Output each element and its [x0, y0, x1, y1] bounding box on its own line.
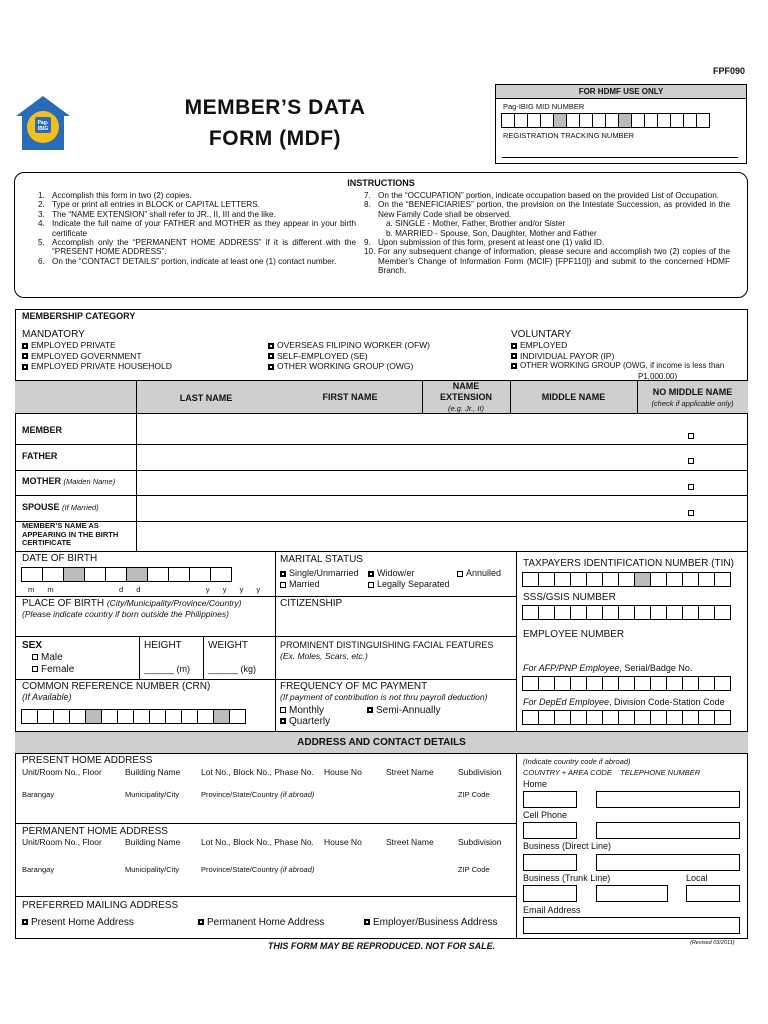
col-street: Street Name: [386, 837, 434, 847]
contact-local-label: Local: [686, 873, 708, 883]
checkbox-icon[interactable]: [511, 363, 517, 369]
features-note: (Ex. Moles, Scars, etc.): [280, 651, 368, 661]
pob-note: (Please indicate country if born outside the Philippines): [22, 609, 229, 619]
instructions-left: [38, 191, 356, 266]
instruction-number: 3.: [38, 209, 45, 219]
instruction-text: a. SINGLE - Mother, Father, Brother and/or Sister: [386, 219, 566, 229]
mandatory-label: MANDATORY: [22, 329, 85, 340]
height-field[interactable]: ______ (m): [144, 664, 191, 674]
freq-quarterly[interactable]: Quarterly: [280, 716, 330, 727]
header-middle-name: MIDDLE NAME: [541, 392, 606, 402]
no-middle-checkbox-member[interactable]: [688, 427, 697, 445]
header-first-name: FIRST NAME: [322, 392, 378, 402]
permanent-address-label: PERMANENT HOME ADDRESS: [22, 826, 168, 837]
instruction-number: 6.: [38, 256, 45, 266]
option-employed-government[interactable]: EMPLOYED GOVERNMENT: [22, 351, 172, 362]
instruction-item: [364, 219, 730, 228]
marital-annulled[interactable]: Annulled: [457, 568, 501, 578]
col-street: Street Name: [386, 767, 434, 777]
instruction-number: 7.: [364, 191, 371, 200]
sex-female-option[interactable]: Female: [32, 664, 74, 675]
instruction-number: 2.: [38, 200, 45, 210]
instruction-item: [364, 247, 730, 275]
citizenship-label: CITIZENSHIP: [280, 598, 343, 609]
instruction-item: [38, 191, 356, 200]
option-vol-owg[interactable]: OTHER WORKING GROUP (OWG, if income is less than: [511, 361, 747, 372]
business-direct-phone-input[interactable]: [596, 854, 740, 871]
instruction-item: [38, 210, 356, 219]
option-individual-payor[interactable]: INDIVIDUAL PAYOR (IP): [511, 351, 747, 362]
header-no-middle-name: NO MIDDLE NAME: [652, 387, 733, 397]
col-house: House No: [324, 767, 362, 777]
home-phone-input[interactable]: [596, 791, 740, 808]
crn-label: COMMON REFERENCE NUMBER (CRN): [22, 681, 211, 692]
instruction-number: 9.: [364, 238, 371, 248]
sss-boxes[interactable]: [523, 605, 731, 620]
instruction-number: 5.: [38, 238, 45, 248]
mid-label: Pag-IBIG MID NUMBER: [503, 102, 585, 111]
instruction-text: On the “CONTACT DETAILS” portion, indicate at least one (1) contact number.: [52, 256, 337, 266]
col-barangay: Barangay: [22, 865, 55, 874]
instruction-text: On the “OCCUPATION” portion, indicate occupation based on the provided List of Occupation.: [378, 191, 720, 200]
instruction-text: Indicate the full name of your FATHER and MOTHER as they appear in your birth certificate: [52, 219, 356, 238]
option-vol-employed[interactable]: EMPLOYED: [511, 340, 747, 351]
contact-note: (Indicate country code if abroad): [523, 757, 631, 766]
voluntary-note: P1,000.00): [638, 371, 678, 381]
address-section-title: ADDRESS AND CONTACT DETAILS: [15, 732, 748, 754]
header-ext-1: NAME: [452, 381, 480, 391]
header-no-middle-note: (check if applicable only): [651, 399, 734, 408]
hdmf-header: FOR HDMF USE ONLY: [496, 85, 746, 99]
middle-options: [268, 340, 430, 372]
instruction-number: [364, 229, 386, 238]
mid-boxes[interactable]: [502, 113, 710, 128]
sex-male-option[interactable]: Male: [32, 652, 63, 663]
deped-label: For DepEd Employee, Division Code-Station Code: [523, 697, 725, 707]
voluntary-label: VOLUNTARY: [511, 329, 572, 340]
cell-phone-input[interactable]: [596, 822, 740, 839]
logo-text: Pag-IBIG: [37, 120, 49, 132]
header-last-name: LAST NAME: [179, 393, 233, 403]
form-code: FPF090: [713, 66, 746, 76]
membership-title: MEMBERSHIP CATEGORY: [22, 311, 136, 321]
row-birth-cert: MEMBER’S NAME AS APPEARING IN THE BIRTH CERTIFICATE: [22, 521, 119, 547]
row-father: FATHER: [22, 451, 58, 461]
email-input[interactable]: [523, 917, 740, 934]
height-label: HEIGHT: [144, 640, 182, 651]
business-trunk-local-input[interactable]: [686, 885, 740, 902]
freq-note: (If payment of contribution is not thru payroll deduction): [280, 692, 488, 702]
instruction-text: Accomplish only the “PERMANENT HOME ADDRESS” if it is different with the “PRESENT HOME ADDRESS”.: [52, 238, 356, 257]
features-label: PROMINENT DISTINGUISHING FACIAL FEATURES: [280, 640, 494, 650]
instruction-item: [364, 238, 730, 247]
instruction-text: On the “BENEFICIARIES” portion, the provision on the Intestate Succession, as provided in the New Family Code shall be observed.: [378, 200, 730, 219]
header-ext-3: (e.g. Jr., II): [448, 404, 484, 413]
business-trunk-area-input[interactable]: [523, 885, 577, 902]
col-province: Province/State/Country (if abroad): [201, 790, 315, 799]
col-city: Municipality/City: [125, 865, 180, 874]
home-area-code-input[interactable]: [523, 791, 577, 808]
instruction-number: 1.: [38, 191, 45, 200]
dob-subtitles: m m d d y y y y: [28, 585, 261, 594]
col-subdivision: Subdivision: [458, 767, 502, 777]
business-trunk-phone-input[interactable]: [596, 885, 668, 902]
hdmf-use-box: [495, 84, 747, 164]
checkbox-icon[interactable]: [268, 364, 274, 370]
option-employed-private[interactable]: EMPLOYED PRIVATE: [22, 340, 172, 351]
contact-cell-label: Cell Phone: [523, 810, 568, 820]
instruction-number: 4.: [38, 219, 45, 229]
dob-label: DATE OF BIRTH: [22, 553, 98, 564]
marital-separated[interactable]: Legally Separated: [368, 579, 450, 589]
marital-widow[interactable]: Widow/er: [368, 568, 415, 578]
checkbox-icon[interactable]: [511, 353, 517, 359]
instruction-number: 8.: [364, 200, 371, 210]
instruction-item: [364, 229, 730, 238]
instruction-text: Upon submission of this form, present at least one (1) valid ID.: [378, 238, 605, 248]
option-ofw[interactable]: OVERSEAS FILIPINO WORKER (OFW): [268, 340, 430, 351]
pagibig-logo: [14, 94, 72, 152]
option-owg[interactable]: OTHER WORKING GROUP (OWG): [268, 361, 430, 372]
col-city: Municipality/City: [125, 790, 180, 799]
crn-note: (If Available): [22, 692, 72, 702]
no-middle-checkbox-mother[interactable]: [688, 478, 697, 496]
col-zip: ZIP Code: [458, 865, 490, 874]
col-unit: Unit/Room No., Floor: [22, 837, 102, 847]
col-lot: Lot No., Block No., Phase No.: [201, 767, 314, 777]
freq-semiannual[interactable]: Semi-Annually: [367, 705, 440, 716]
marital-label: MARITAL STATUS: [280, 554, 363, 565]
instruction-item: [38, 219, 356, 238]
sss-label: SSS/GSIS NUMBER: [523, 592, 616, 603]
afp-label: For AFP/PNP Employee, Serial/Badge No.: [523, 663, 693, 673]
row-mother: MOTHER (Maiden Name): [22, 476, 116, 486]
weight-field[interactable]: ______ (kg): [208, 664, 257, 674]
sex-label: SEX: [22, 640, 43, 651]
rtn-line[interactable]: [502, 157, 738, 158]
col-barangay: Barangay: [22, 790, 55, 799]
freq-label: FREQUENCY OF MC PAYMENT: [280, 681, 428, 692]
instruction-item: [364, 200, 730, 219]
instruction-item: [38, 200, 356, 209]
footer-note: THIS FORM MAY BE REPRODUCED. NOT FOR SALE.: [267, 941, 496, 951]
contact-business-direct-label: Business (Direct Line): [523, 841, 612, 851]
mailing-employer[interactable]: Employer/Business Address: [364, 917, 498, 928]
instructions-title: INSTRUCTIONS: [347, 178, 415, 188]
checkbox-icon[interactable]: [268, 353, 274, 359]
pob-label: PLACE OF BIRTH (City/Municipality/Province/Country): [22, 598, 242, 609]
weight-label: WEIGHT: [208, 640, 248, 651]
instruction-text: The “NAME EXTENSION” shall refer to JR., II, III and the like.: [52, 209, 276, 219]
mandatory-options: [22, 340, 172, 372]
marital-married[interactable]: Married: [280, 579, 320, 589]
instruction-text: b. MARRIED - Spouse, Son, Daughter, Mother and Father: [386, 228, 597, 238]
checkbox-icon[interactable]: [22, 343, 28, 349]
instruction-text: For any subsequent change of information, please secure and accomplish two (2) copies of the Member’s Change of Information Form (MCIF) [FPF110]) and submit to the concerned HDMF Branch.: [378, 247, 730, 276]
instructions-right: [364, 191, 730, 276]
mailing-label: PREFERRED MAILING ADDRESS: [22, 900, 179, 911]
col-province: Province/State/Country (if abroad): [201, 865, 315, 874]
instruction-text: Accomplish this form in two (2) copies.: [52, 191, 192, 200]
col-building: Building Name: [125, 767, 181, 777]
instruction-number: [364, 219, 386, 228]
no-middle-checkbox-father[interactable]: [688, 452, 697, 470]
contact-email-label: Email Address: [523, 905, 581, 915]
row-spouse: SPOUSE (If Married): [22, 502, 99, 512]
col-zip: ZIP Code: [458, 790, 490, 799]
afp-boxes[interactable]: [523, 676, 731, 691]
checkbox-icon[interactable]: [22, 364, 28, 370]
header-ext-2: EXTENSION: [439, 392, 492, 402]
rtn-label: REGISTRATION TRACKING NUMBER: [503, 131, 634, 140]
mailing-present[interactable]: Present Home Address: [22, 917, 134, 928]
marital-single[interactable]: Single/Unmarried: [280, 568, 359, 578]
instruction-text: Type or print all entries in BLOCK or CAPITAL LETTERS.: [52, 200, 260, 210]
col-unit: Unit/Room No., Floor: [22, 767, 102, 777]
instruction-item: [364, 191, 730, 200]
freq-monthly[interactable]: Monthly: [280, 705, 324, 716]
option-self-employed[interactable]: SELF-EMPLOYED (SE): [268, 351, 430, 362]
tin-label: TAXPAYERS IDENTIFICATION NUMBER (TIN): [523, 558, 734, 569]
col-subdivision: Subdivision: [458, 837, 502, 847]
mailing-permanent[interactable]: Permanent Home Address: [198, 917, 324, 928]
tin-boxes[interactable]: [523, 572, 731, 587]
present-address-label: PRESENT HOME ADDRESS: [22, 755, 153, 766]
employee-number-label: EMPLOYEE NUMBER: [523, 629, 625, 640]
business-direct-area-input[interactable]: [523, 854, 577, 871]
col-lot: Lot No., Block No., Phase No.: [201, 837, 314, 847]
checkbox-icon[interactable]: [268, 343, 274, 349]
title-line2: FORM (MDF): [208, 127, 342, 150]
col-house: House No: [324, 837, 362, 847]
deped-boxes[interactable]: [523, 710, 731, 725]
contact-home-label: Home: [523, 779, 548, 789]
title-line1: MEMBER’S DATA: [184, 96, 366, 119]
revised-note: (Revised 03/2011): [690, 940, 735, 946]
cell-area-code-input[interactable]: [523, 822, 577, 839]
option-private-household[interactable]: EMPLOYED PRIVATE HOUSEHOLD: [22, 361, 172, 372]
crn-boxes[interactable]: [22, 709, 246, 724]
contact-header: COUNTRY + AREA CODE TELEPHONE NUMBER: [523, 768, 701, 777]
contact-business-trunk-label: Business (Trunk Line): [523, 873, 611, 883]
instruction-item: [38, 257, 356, 266]
instruction-item: [38, 238, 356, 257]
col-building: Building Name: [125, 837, 181, 847]
voluntary-options: [511, 340, 747, 382]
instruction-number: 10.: [364, 247, 376, 257]
no-middle-checkbox-spouse[interactable]: [688, 504, 697, 522]
row-member: MEMBER: [22, 425, 62, 435]
checkbox-icon[interactable]: [22, 353, 28, 359]
dob-boxes[interactable]: [22, 567, 232, 582]
checkbox-icon[interactable]: [511, 343, 517, 349]
